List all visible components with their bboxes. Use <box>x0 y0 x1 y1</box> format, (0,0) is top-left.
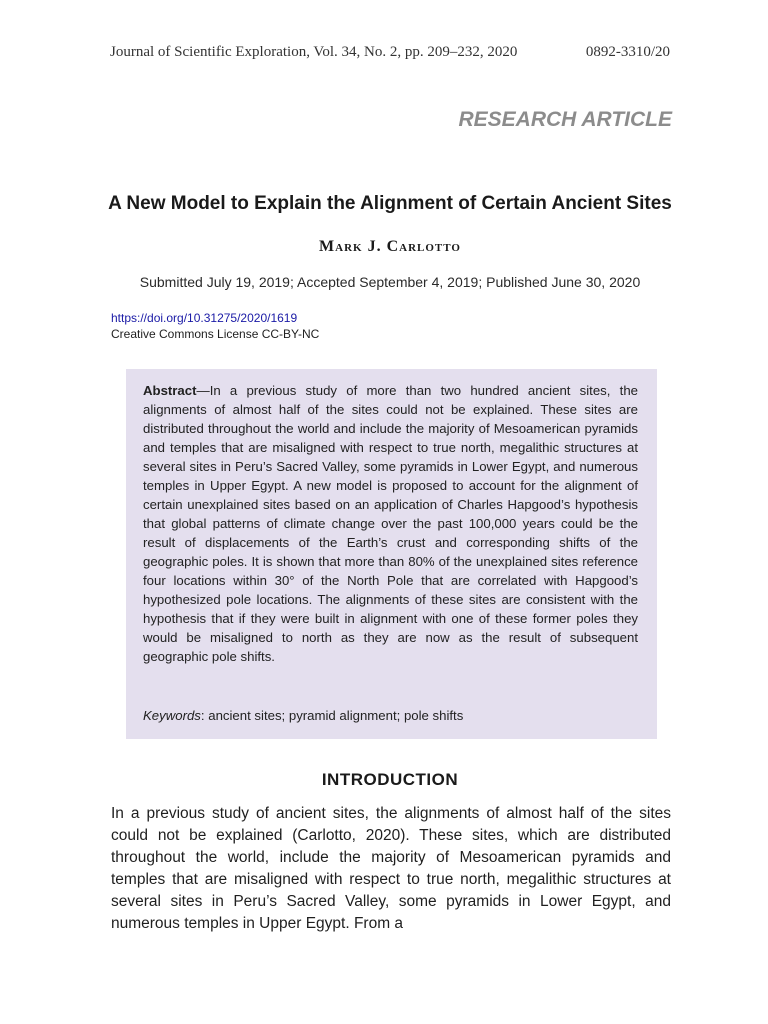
keywords-list: : ancient sites; pyramid alignment; pole shifts <box>200 708 464 723</box>
abstract-body: —In a previous study of more than two hundred ancient sites, the alignments of almost half of the sites could not be explained. These sites are distributed throughout the world and include the majority of Mesoamerican pyramids and temples that are misaligned with respect to true north, megalithic structures at several sites in Peru’s Sacred Valley, some pyramids in Lower Egypt, and numerous temples in Upper Egypt. A new model is proposed to account for the alignment of certain unexplained sites based on an application of Charles Hapgood’s hypothesis that global patterns of climate change over the past 100,000 years could be the result of displacements of the Earth’s crust and corresponding shifts of the geographic poles. It is shown that more than 80% of the unexplained sites reference four locations within 30° of the North Pole that are correlated with Hapgood’s hypothesized pole locations. The alignments of these sites are consistent with the hypothesis that if they were built in alignment with one of these former poles they would be misaligned to north as they are now as the result of subsequent geographic pole shifts. <box>143 383 638 664</box>
journal-citation: Journal of Scientific Exploration, Vol. 34, No. 2, pp. 209–232, 2020 <box>110 44 518 60</box>
publication-dates: Submitted July 19, 2019; Accepted September 4, 2019; Published June 30, 2020 <box>139 274 641 290</box>
issn: 0892-3310/20 <box>585 44 670 60</box>
keywords-label: Keywords <box>143 708 201 723</box>
abstract-label: Abstract <box>143 383 197 398</box>
author-name: Mark J. Carlotto <box>319 238 461 255</box>
license-note: Creative Commons License CC-BY-NC <box>111 327 320 341</box>
keywords-line <box>143 708 463 723</box>
introduction-heading: INTRODUCTION <box>321 770 459 789</box>
introduction-paragraph: In a previous study of ancient sites, the alignments of almost half of the sites could not be explained (Carlotto, 2020). These sites, which are distributed throughout the world, include the majority of Mesoamerican pyramids and temples that are misaligned with respect to true north, megalithic structures at several sites in Peru’s Sacred Valley, some pyramids in Lower Egypt, and numerous temples in Upper Egypt. From a <box>111 805 671 932</box>
doi-link[interactable]: https://doi.org/10.31275/2020/1619 <box>111 311 298 325</box>
abstract-box <box>126 369 657 739</box>
article-type-label: RESEARCH ARTICLE <box>458 108 672 131</box>
article-title: A New Model to Explain the Alignment of Certain Ancient Sites <box>108 193 672 214</box>
abstract-paragraph <box>143 381 638 666</box>
